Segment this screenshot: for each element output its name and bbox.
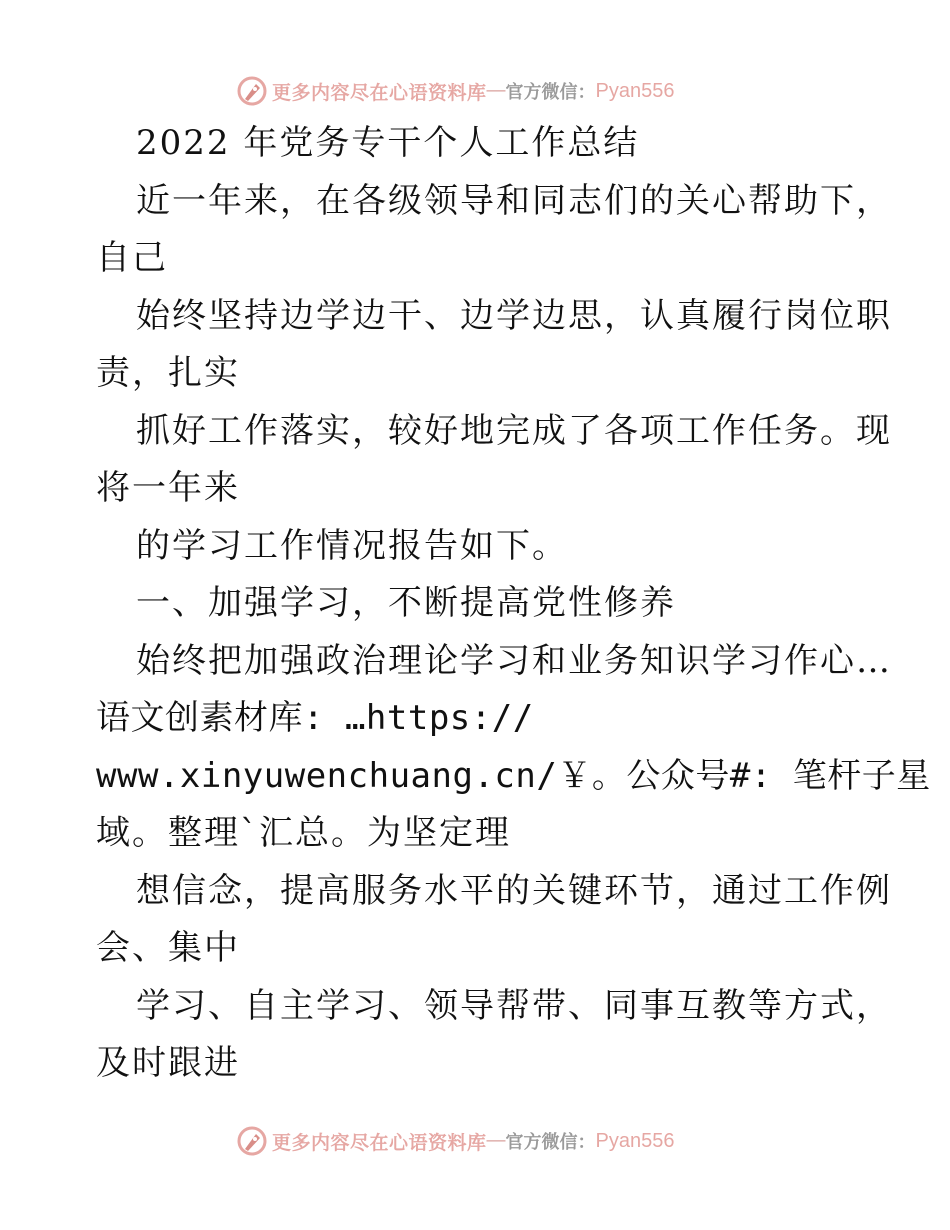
paragraph-line: 始终坚持边学边干、边学边思，认真履行岗位职 [136,295,892,336]
paragraph-line: 语文创素材库: …https:// [96,698,534,738]
watermark-site-text: 更多内容尽在心语资料库 [272,81,487,104]
paragraph-line: 域。整理`汇总。为坚定理 [96,813,511,853]
document-title: 2022 年党务专干个人工作总结 [136,123,640,163]
watermark-footer [236,1124,736,1158]
watermark-account-id: Pyan556 [595,1129,675,1152]
pen-nib-logo-icon [236,75,268,107]
paragraph-line: 想信念，提高服务水平的关键环节，通过工作例 [136,870,892,911]
paragraph-line: 责，扎实 [96,353,240,393]
watermark-label: 官方微信： [505,1132,596,1153]
paragraph-line: 近一年来，在各级领导和同志们的关心帮助下， [136,180,892,221]
pen-nib-logo-icon [236,1125,268,1157]
paragraph-line: www.xinyuwenchuang.cn/￥。公众号#: 笔杆子星 [96,755,931,796]
paragraph-line: 的学习工作情况报告如下。 [136,525,568,566]
paragraph-line: 会、集中 [96,928,240,968]
watermark-separator: — [486,1130,506,1151]
section-heading: 一、加强学习，不断提高党性修养 [136,583,676,623]
paragraph-line: 将一年来 [96,468,240,508]
watermark-account-id: Pyan556 [595,79,675,102]
watermark-header [236,74,736,108]
paragraph-line: 及时跟进 [96,1043,240,1083]
document-body [96,115,931,1093]
paragraph-line: 抓好工作落实，较好地完成了各项工作任务。现 [136,410,892,451]
watermark-site-text: 更多内容尽在心语资料库 [272,1131,487,1154]
paragraph-line: 始终把加强政治理论学习和业务知识学习作心… [136,640,892,681]
watermark-label: 官方微信： [505,82,596,103]
paragraph-line: 自己 [96,238,168,278]
watermark-separator: — [486,80,506,101]
paragraph-line: 学习、自主学习、领导帮带、同事互教等方式， [136,985,892,1026]
